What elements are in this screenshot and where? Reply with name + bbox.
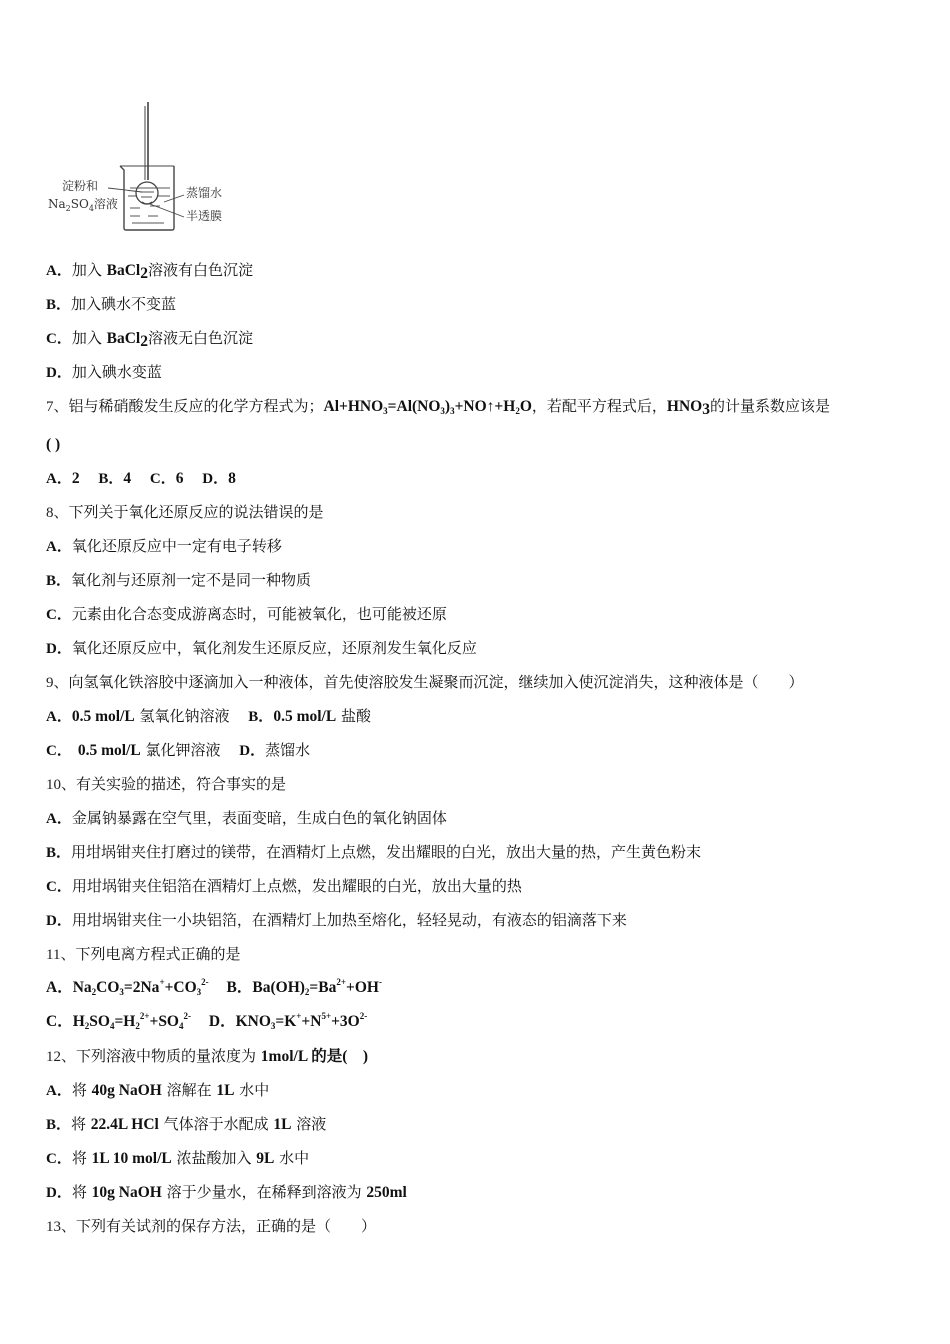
figure-label-starch: 淀粉和 [62, 179, 99, 193]
q6-option-c: C．加入 BaCl$_2$溶液无白色沉淀 [46, 329, 253, 350]
q12-stem: 12、下列溶液中物质的量浓度为 1mol/L 的是( ) [46, 1047, 369, 1065]
q12-option-c: C．将 1L 10 mol/L 浓盐酸加入 9L 水中 [46, 1149, 310, 1167]
q8-stem: 8、下列关于氧化还原反应的说法错误的是 [46, 503, 324, 521]
figure-label-na2so4: $Na_2SO_4$溶液 [48, 197, 118, 213]
q9-stem: 9、向氢氧化铁溶胶中逐滴加入一种液体，首先使溶胶发生凝聚而沉淀，继续加入使沉淀消失，这种液体是（ ） [46, 673, 804, 691]
q8-option-a: A．氧化还原反应中一定有电子转移 [46, 537, 282, 555]
q11-equation-a: $Na_2CO_3=2Na^++CO_3^{2-}$ [72, 977, 209, 997]
figure-label-membrane: 半透膜 [186, 209, 223, 223]
q9-options-ab: A．0.5 mol/L 氢氧化钠溶液 B．0.5 mol/L 盐酸 [46, 707, 371, 725]
q11-equation-b: $Ba(OH)_2=Ba^{2+}+OH^-$ [252, 977, 382, 997]
q7-answer-paren: ( ) [46, 436, 61, 453]
q8-option-c: C．元素由化合态变成游离态时，可能被氧化，也可能被还原 [46, 605, 447, 623]
q11-options-cd: C．$H_2SO_4=H_2^{2+}+SO_4^{2-}$ D．$KNO_3=K^++N^{5+}+3O^{2-}$ [46, 1011, 368, 1031]
figure-label-distilled-water: 蒸馏水 [186, 186, 223, 200]
q12-option-d: D．将 10g NaOH 溶于少量水，在稀释到溶液为 250ml [46, 1183, 407, 1201]
q10-option-c: C．用坩埚钳夹住铝箔在酒精灯上点燃，发出耀眼的白光，放出大量的热 [46, 877, 522, 895]
q7-stem: 7、铝与稀硝酸发生反应的化学方程式为；$Al+HNO_3=Al(NO_3)_3+NO↑+H_2O$，若配平方程式后，$HNO_3$的计量系数应该是 [46, 397, 830, 418]
q6-option-a: A．加入 BaCl$_2$溶液有白色沉淀 [46, 261, 253, 282]
q8-option-d: D．氧化还原反应中，氧化剂发生还原反应，还原剂发生氧化反应 [46, 639, 477, 657]
q10-option-d: D．用坩埚钳夹住一小块铝箔，在酒精灯上加热至熔化，轻轻晃动，有液态的铝滴落下来 [46, 911, 627, 929]
dialysis-beaker-figure [44, 96, 234, 236]
q8-option-b: B．氧化剂与还原剂一定不是同一种物质 [46, 571, 312, 589]
q7-options: A．2 B．4 C．6 D．8 [46, 470, 236, 487]
q11-options-ab: A．$Na_2CO_3=2Na^++CO_3^{2-}$ B．$Ba(OH)_2=Ba^{2+}+OH^-$ [46, 977, 382, 997]
q11-equation-c: $H_2SO_4=H_2^{2+}+SO_4^{2-}$ [72, 1011, 191, 1031]
q6-option-d: D．加入碘水变蓝 [46, 363, 162, 381]
q6-option-b: B．加入碘水不变蓝 [46, 295, 177, 313]
q13-stem: 13、下列有关试剂的保存方法，正确的是（ ） [46, 1217, 377, 1235]
q7-equation: $Al+HNO_3=Al(NO_3)_3+NO↑+H_2O$ [323, 398, 532, 416]
q10-option-b: B．用坩埚钳夹住打磨过的镁带，在酒精灯上点燃，发出耀眼的白光，放出大量的热，产生黄色粉末 [46, 843, 702, 861]
q9-options-cd: C． 0.5 mol/L 氯化钾溶液 D．蒸馏水 [46, 741, 311, 759]
q11-equation-d: $KNO_3=K^++N^{5+}+3O^{2-}$ [235, 1011, 368, 1031]
q11-stem: 11、下列电离方程式正确的是 [46, 945, 241, 963]
q10-stem: 10、有关实验的描述，符合事实的是 [46, 775, 287, 793]
q12-option-a: A．将 40g NaOH 溶解在 1L 水中 [46, 1081, 270, 1099]
q12-option-b: B．将 22.4L HCl 气体溶于水配成 1L 溶液 [46, 1115, 327, 1133]
q10-option-a: A．金属钠暴露在空气里，表面变暗，生成白色的氧化钠固体 [46, 809, 447, 827]
beaker-diagram-icon [44, 96, 234, 236]
